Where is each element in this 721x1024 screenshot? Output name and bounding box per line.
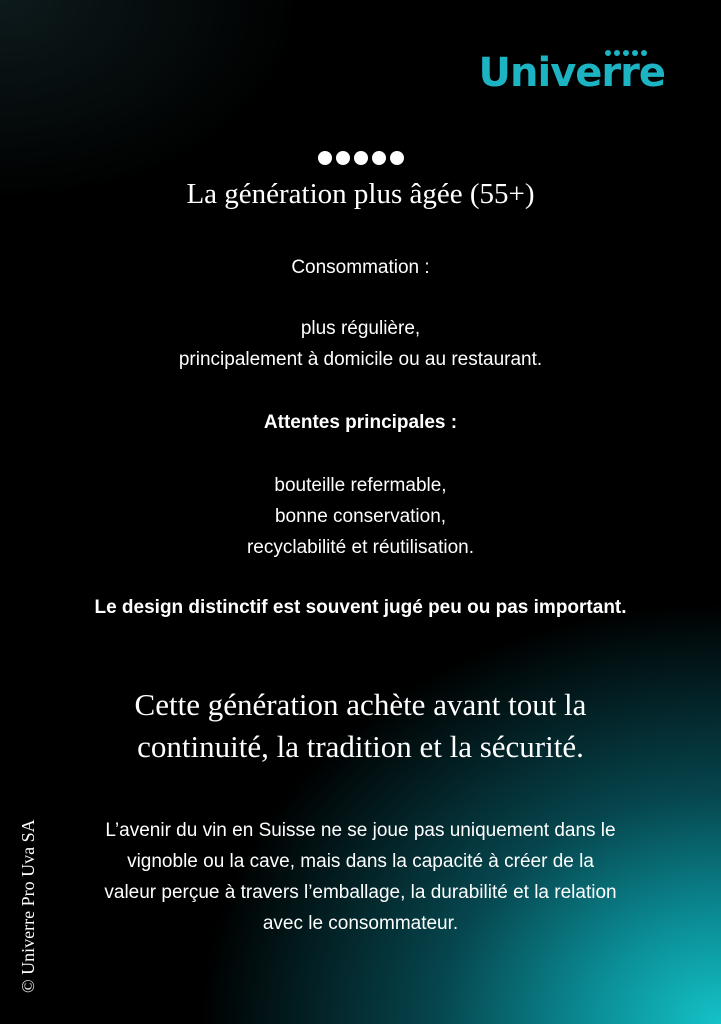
rating-dot bbox=[354, 151, 368, 165]
consumption-heading: Consommation : bbox=[291, 257, 430, 278]
expectation-item: bonne conservation, bbox=[274, 506, 447, 527]
rating-dot bbox=[372, 151, 386, 165]
closing-line: L’avenir du vin en Suisse ne se joue pas uniquement dans le bbox=[105, 820, 616, 841]
consumption-line: principalement à domicile ou au restaurant. bbox=[178, 349, 543, 370]
closing-line: avec le consommateur. bbox=[262, 913, 459, 934]
closing-line: vignoble ou la cave, mais dans la capacité à créer de la bbox=[127, 851, 594, 872]
copyright-notice: © Univerre Pro Uva SA bbox=[18, 819, 38, 993]
expectation-item: recyclabilité et réutilisation. bbox=[246, 537, 475, 558]
rating-dot bbox=[318, 151, 332, 165]
expectations-heading: Attentes principales : bbox=[263, 412, 458, 433]
quote-line: continuité, la tradition et la sécurité. bbox=[137, 729, 584, 764]
rating-dot bbox=[390, 151, 404, 165]
quote-line: Cette génération achète avant tout la bbox=[134, 687, 587, 722]
rating-dot bbox=[336, 151, 350, 165]
expectation-item: bouteille refermable, bbox=[274, 475, 447, 496]
quote bbox=[0, 684, 721, 768]
closing-paragraph bbox=[0, 815, 721, 939]
closing-line: valeur perçue à travers l’emballage, la durabilité et la relation bbox=[104, 882, 617, 903]
consumption-line: plus régulière, bbox=[300, 318, 421, 339]
design-note: Le design distinctif est souvent jugé peu ou pas important. bbox=[94, 597, 627, 618]
page-title: La génération plus âgée (55+) bbox=[186, 178, 535, 210]
rating-dots bbox=[0, 151, 721, 165]
brand-logo: Univerre bbox=[478, 50, 665, 96]
